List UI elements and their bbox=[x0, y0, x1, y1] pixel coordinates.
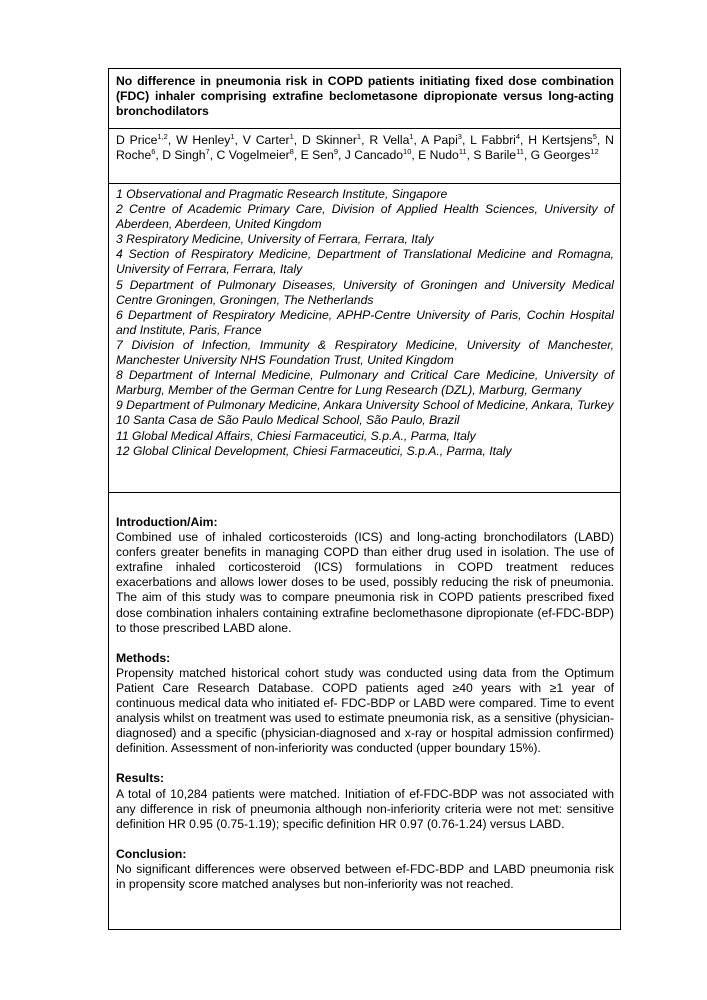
author-separator: , bbox=[520, 133, 529, 147]
section-heading: Results: bbox=[116, 771, 165, 786]
author bbox=[162, 148, 216, 162]
author-affiliation-number: 4 bbox=[515, 131, 521, 141]
author-separator: , bbox=[293, 148, 301, 163]
author-name: H Kertsjens bbox=[528, 133, 593, 147]
author-affiliation-number: 9 bbox=[333, 147, 338, 157]
author-separator: , bbox=[209, 148, 217, 163]
affiliation: 6 Department of Respiratory Medicine, APHP-Centre University of Paris, Cochin Hospital and Institute, Paris, France bbox=[116, 307, 614, 337]
author bbox=[421, 133, 470, 147]
author-name: G Georges bbox=[530, 148, 591, 163]
affiliation: 9 Department of Pulmonary Medicine, Ankara University School of Medicine, Ankara, Turkey bbox=[116, 398, 614, 413]
author bbox=[473, 148, 530, 162]
author bbox=[369, 133, 421, 147]
section-text: No significant differences were observed between ef-FDC-BDP and LABD pneumonia risk in propensity score matched analyses but non-inferiority was not reached. bbox=[116, 861, 614, 891]
author-affiliation-number: 11 bbox=[458, 147, 467, 157]
author-separator: , bbox=[234, 133, 243, 147]
affiliation: 11 Global Medical Affairs, Chiesi Farmaceutici, S.p.A., Parma, Italy bbox=[116, 428, 476, 443]
author-name: A Papi bbox=[421, 133, 458, 147]
abstract-table bbox=[108, 68, 621, 930]
author-affiliation-number: 8 bbox=[289, 147, 294, 157]
author-separator: , bbox=[596, 133, 606, 147]
author-separator: , bbox=[155, 148, 163, 163]
author-separator: , bbox=[523, 148, 531, 163]
author-list bbox=[109, 129, 620, 184]
author-affiliation-number: 7 bbox=[205, 147, 210, 157]
affiliation: 8 Department of Internal Medicine, Pulmonary and Critical Care Medicine, University of Marburg, Member of the German Centre for Lung Research (DZL), Marburg, Germany bbox=[116, 368, 614, 398]
author-name: E Nudo bbox=[418, 148, 459, 163]
author-name: W Henley bbox=[176, 133, 231, 147]
abstract-section bbox=[116, 515, 614, 636]
author bbox=[345, 148, 418, 162]
author-affiliation-number: 10 bbox=[403, 147, 412, 157]
affiliation: 10 Santa Casa de São Paulo Medical School, São Paulo, Brazil bbox=[116, 413, 460, 428]
author-affiliation-number: 1 bbox=[356, 131, 362, 141]
section-text: Propensity matched historical cohort study was conducted using data from the Optimum Patient Care Research Database. COPD patients aged ≥40 years with ≥1 year of continuous medical data who initiated ef- FDC-BDP or LABD were compared. Time to event analysis whilst on treatment was used to estimate pneumonia risk, as a sensitive (physician-diagnosed) and a specific (physician-diagnosed and x-ray or hospital admission confirmed) definition. Assessment of non-inferiority was conducted (upper boundary 15%). bbox=[116, 665, 614, 756]
author-name: R Vella bbox=[369, 133, 410, 147]
author-affiliation-number: 5 bbox=[592, 131, 597, 141]
affiliation: 2 Centre of Academic Primary Care, Division of Applied Health Sciences, University of Aberdeen, Aberdeen, United Kingdom bbox=[116, 202, 614, 232]
author-separator: , bbox=[167, 133, 177, 147]
author-separator: , bbox=[413, 133, 422, 147]
author-affiliation-number: 1 bbox=[230, 131, 235, 141]
author-affiliation-number: 3 bbox=[457, 131, 462, 141]
section-heading: Introduction/Aim: bbox=[116, 515, 218, 529]
author-separator: , bbox=[361, 133, 370, 147]
author-affiliation-number: 1 bbox=[289, 131, 294, 141]
abstract-section bbox=[116, 651, 614, 757]
author-name: S Barile bbox=[473, 148, 517, 163]
author bbox=[418, 148, 473, 162]
section-heading: Conclusion: bbox=[116, 846, 187, 861]
author-name: C Vogelmeier bbox=[216, 148, 290, 163]
author-name: D Singh bbox=[162, 148, 206, 163]
abstract-section bbox=[116, 771, 614, 831]
abstract-body bbox=[109, 493, 620, 911]
author-separator: , bbox=[411, 148, 419, 163]
author bbox=[176, 133, 243, 147]
author-name: D Skinner bbox=[301, 133, 357, 147]
author bbox=[528, 133, 605, 147]
section-heading: Methods: bbox=[116, 650, 171, 665]
author-affiliation-number: 1,2 bbox=[157, 131, 168, 141]
author-affiliation-number: 12 bbox=[590, 147, 599, 157]
author bbox=[217, 148, 301, 162]
author-name: V Carter bbox=[242, 133, 290, 147]
affiliation: 7 Division of Infection, Immunity & Respiratory Medicine, University of Manchester, Manchester University NHS Foundation Trust, United Kingdom bbox=[116, 337, 614, 368]
affiliation-list bbox=[109, 184, 620, 493]
author-name: L Fabbri bbox=[470, 133, 516, 147]
affiliation: 3 Respiratory Medicine, University of Ferrara, Ferrara, Italy bbox=[116, 232, 434, 247]
author-affiliation-number: 6 bbox=[151, 147, 156, 157]
author-affiliation-number: 1 bbox=[409, 131, 414, 141]
author-separator: , bbox=[461, 133, 471, 147]
author bbox=[243, 133, 302, 147]
affiliation: 1 Observational and Pragmatic Research Institute, Singapore bbox=[116, 187, 448, 201]
author bbox=[531, 148, 599, 162]
abstract-section bbox=[116, 847, 614, 892]
affiliation: 4 Section of Respiratory Medicine, Department of Translational Medicine and Romagna, University of Ferrara, Ferrara, Italy bbox=[116, 247, 614, 277]
author bbox=[470, 133, 528, 147]
author bbox=[302, 133, 369, 147]
author-name: J Cancado bbox=[344, 148, 404, 163]
section-text: Combined use of inhaled corticosteroids (ICS) and long-acting bronchodilators (LABD) confers greater benefits in managing COPD than either drug used in isolation. The use of extrafine inhaled corticosteroid (ICS) formulations in COPD treatment reduces exacerbations and allows lower doses to be used, possibly reducing the risk of pneumonia. The aim of this study was to compare pneumonia risk in COPD patients prescribed fixed dose combination inhalers containing extrafine beclomethasone dipropionate (ef-FDC-BDP) to those prescribed LABD alone. bbox=[116, 530, 614, 635]
affiliation: 5 Department of Pulmonary Diseases, University of Groningen and University Medical Centre Groningen, Groningen, The Netherlands bbox=[116, 277, 614, 307]
author-name: E Sen bbox=[300, 148, 334, 163]
author-separator: , bbox=[466, 148, 474, 163]
author bbox=[116, 133, 176, 147]
author-separator: , bbox=[338, 148, 345, 163]
section-text: A total of 10,284 patients were matched. Initiation of ef-FDC-BDP was not associated with any difference in risk of pneumonia although non-inferiority criteria were not met: sensitive definition HR 0.95 (0.75-1.19); specific definition HR 0.97 (0.76-1.24) versus LABD. bbox=[116, 786, 614, 831]
author bbox=[301, 148, 345, 162]
author-separator: , bbox=[293, 133, 302, 147]
author-affiliation-number: 11 bbox=[516, 147, 524, 157]
abstract-title: No difference in pneumonia risk in COPD patients initiating fixed dose combination (FDC) inhaler comprising extrafine beclometasone dipropionate versus long-acting bronchodilators bbox=[109, 69, 620, 129]
affiliation: 12 Global Clinical Development, Chiesi Farmaceutici, S.p.A., Parma, Italy bbox=[116, 443, 512, 458]
author-name: D Price bbox=[116, 133, 158, 147]
author-name: N Roche bbox=[116, 133, 614, 163]
